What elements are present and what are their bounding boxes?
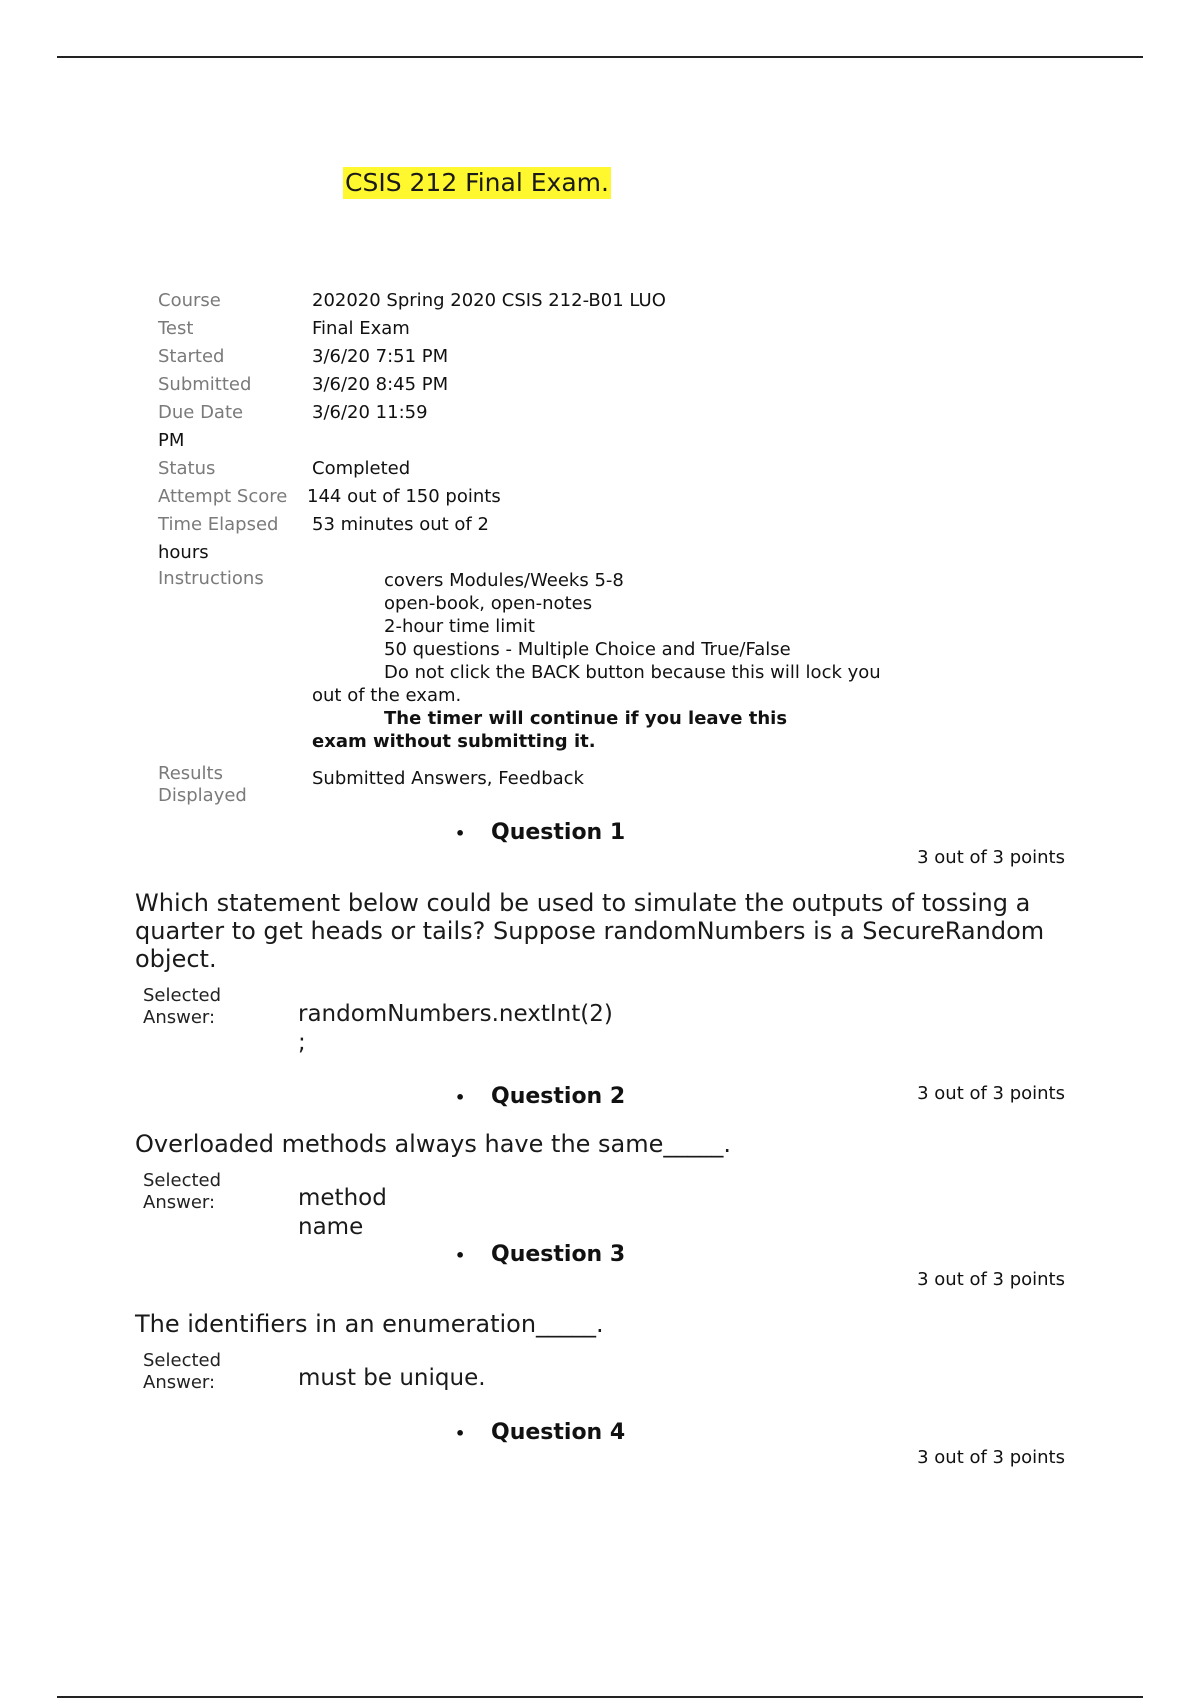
results-displayed-row <box>158 763 1058 811</box>
due-date-label: Due Date <box>158 402 244 423</box>
results-displayed-label: Results Displayed <box>158 763 247 806</box>
meta-row-started <box>158 343 1058 371</box>
submitted-label: Submitted <box>158 374 252 395</box>
question-4-heading <box>455 1420 625 1445</box>
answer-line: ; <box>298 1030 306 1056</box>
question-2-points: 3 out of 3 points <box>917 1083 1065 1104</box>
question-3-title: Question 3 <box>491 1242 626 1267</box>
question-3-selected-label: Selected Answer: <box>143 1350 222 1393</box>
question-3-heading <box>455 1242 625 1267</box>
attempt-score-label: Attempt Score <box>158 486 288 507</box>
question-2-text: Overloaded methods always have the same_____. <box>135 1130 732 1158</box>
question-2-selected-label: Selected Answer: <box>143 1170 222 1213</box>
time-elapsed-value: 53 minutes out of 2 <box>312 514 489 535</box>
meta-row-due <box>158 399 1058 427</box>
meta-row-submitted <box>158 371 1058 399</box>
status-label: Status <box>158 458 216 479</box>
question-1-heading <box>455 820 625 845</box>
time-elapsed-label: Time Elapsed <box>158 514 279 535</box>
question-1-title: Question 1 <box>491 820 626 845</box>
bullet-icon: • <box>455 1245 466 1265</box>
meta-row-course <box>158 287 1058 315</box>
answer-line: name <box>298 1214 364 1240</box>
started-value: 3/6/20 7:51 PM <box>312 346 449 367</box>
bullet-icon: • <box>455 1423 466 1443</box>
meta-row-score <box>158 483 1058 511</box>
question-4-points: 3 out of 3 points <box>917 1447 1065 1468</box>
instructions-block <box>158 567 1058 753</box>
instruction-warning-cont: exam without submitting it. <box>312 731 596 752</box>
started-label: Started <box>158 346 225 367</box>
due-date-value: 3/6/20 11:59 <box>312 402 428 423</box>
bottom-rule <box>57 1696 1143 1698</box>
question-1-points: 3 out of 3 points <box>917 847 1065 868</box>
meta-row-test <box>158 315 1058 343</box>
instruction-line: open-book, open-notes <box>384 593 593 614</box>
due-date-value-wrap: PM <box>158 430 185 451</box>
instruction-line: 50 questions - Multiple Choice and True/False <box>384 639 791 660</box>
answer-line: method <box>298 1185 387 1211</box>
instruction-warning: The timer will continue if you leave this <box>384 708 788 729</box>
question-3-text: The identifiers in an enumeration_____. <box>135 1310 604 1338</box>
instruction-line: out of the exam. <box>312 685 462 706</box>
instructions-list <box>158 567 1058 684</box>
question-1-answer <box>298 1000 613 1058</box>
instruction-line: covers Modules/Weeks 5-8 <box>384 570 624 591</box>
time-elapsed-value-wrap: hours <box>158 542 209 563</box>
question-1-selected-label: Selected Answer: <box>143 985 222 1028</box>
answer-line: must be unique. <box>298 1365 486 1391</box>
course-value: 202020 Spring 2020 CSIS 212-B01 LUO <box>312 290 666 311</box>
results-displayed-value: Submitted Answers, Feedback <box>312 768 584 789</box>
instructions-label: Instructions <box>158 568 264 589</box>
course-label: Course <box>158 290 221 311</box>
test-label: Test <box>158 318 194 339</box>
submitted-value: 3/6/20 8:45 PM <box>312 374 449 395</box>
attempt-score-value: 144 out of 150 points <box>307 486 501 507</box>
meta-row-elapsed <box>158 511 1058 539</box>
instruction-line: 2-hour time limit <box>384 616 535 637</box>
meta-row-status <box>158 455 1058 483</box>
question-4-title: Question 4 <box>491 1420 626 1445</box>
question-2-title: Question 2 <box>491 1084 626 1109</box>
instruction-line: Do not click the BACK button because this will lock you <box>384 662 881 683</box>
question-3-answer <box>298 1364 486 1393</box>
answer-line: randomNumbers.nextInt(2) <box>298 1001 613 1027</box>
status-value: Completed <box>312 458 411 479</box>
page-title: CSIS 212 Final Exam. <box>345 168 609 197</box>
bullet-icon: • <box>455 1087 466 1107</box>
question-2-answer <box>298 1184 387 1242</box>
test-value: Final Exam <box>312 318 410 339</box>
question-1-text: Which statement below could be used to simulate the outputs of tossing a quarter to get heads or tails? Suppose randomNumbers is a SecureRandom object. <box>135 889 1045 973</box>
exam-meta-table <box>158 287 1058 811</box>
bullet-icon: • <box>455 823 466 843</box>
top-rule <box>57 56 1143 58</box>
question-2-heading <box>455 1084 625 1109</box>
question-3-points: 3 out of 3 points <box>917 1269 1065 1290</box>
